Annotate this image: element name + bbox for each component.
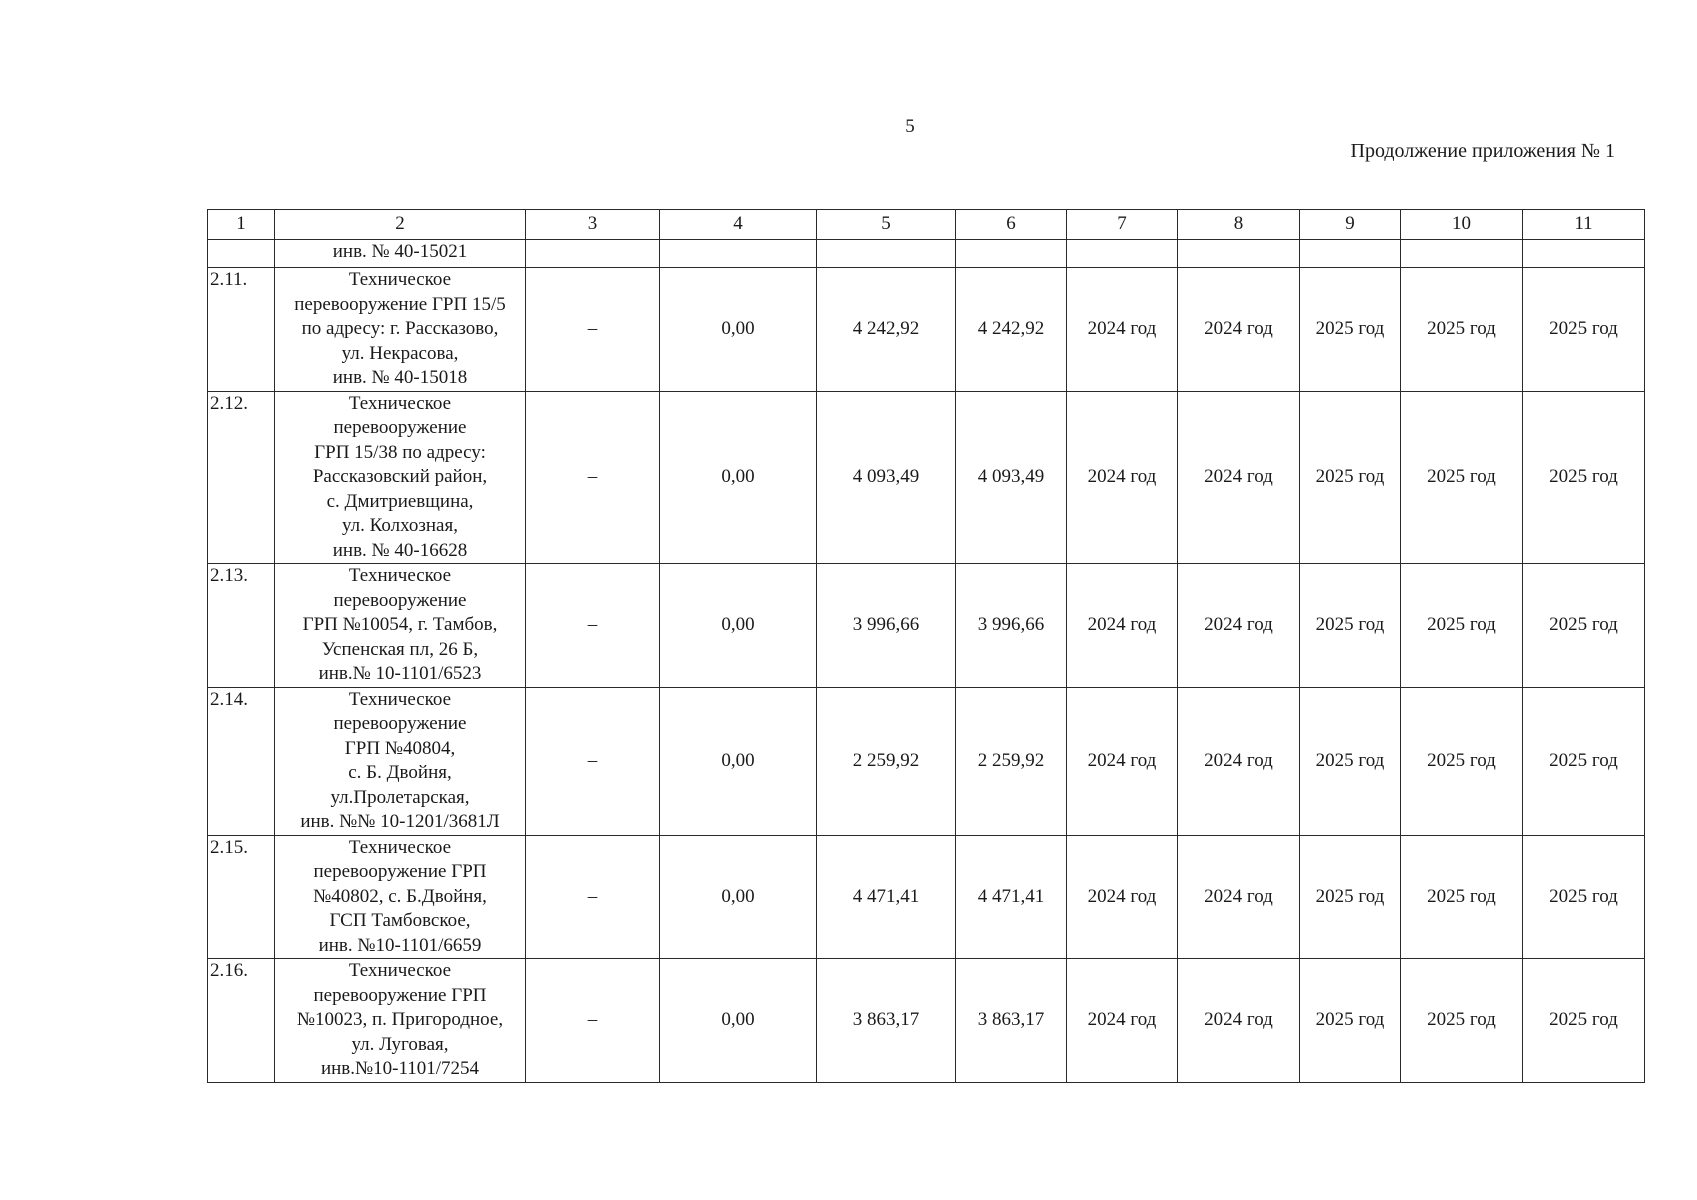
- table-cell: 0,00: [660, 268, 817, 392]
- table-cell: 2024 год: [1067, 391, 1178, 564]
- table-cell: –: [526, 391, 660, 564]
- table-cell: 2024 год: [1067, 268, 1178, 392]
- table-cell: [1178, 240, 1300, 268]
- table-cell: [1300, 240, 1401, 268]
- table-cell: 2024 год: [1178, 835, 1300, 959]
- table-cell: [526, 240, 660, 268]
- table-cell: 0,00: [660, 391, 817, 564]
- column-header: 8: [1178, 210, 1300, 240]
- column-header: 9: [1300, 210, 1401, 240]
- column-header: 7: [1067, 210, 1178, 240]
- table-cell: 4 471,41: [956, 835, 1067, 959]
- object-name-cell: Техническое перевооружение ГРП №10023, п. Пригородное, ул. Луговая, инв.№10-1101/7254: [275, 959, 526, 1083]
- object-name-cell: инв. № 40-15021: [275, 240, 526, 268]
- row-number: 2.13.: [208, 564, 275, 688]
- table-cell: 2025 год: [1401, 959, 1523, 1083]
- table-cell: 3 996,66: [817, 564, 956, 688]
- table-cell: 2024 год: [1178, 268, 1300, 392]
- column-header: 2: [275, 210, 526, 240]
- row-number: 2.15.: [208, 835, 275, 959]
- table-cell: 2025 год: [1401, 268, 1523, 392]
- table-cell: 2 259,92: [817, 687, 956, 835]
- header-row: [208, 210, 1645, 240]
- table-cell: 3 996,66: [956, 564, 1067, 688]
- column-header: 10: [1401, 210, 1523, 240]
- table-cell: 2025 год: [1523, 687, 1645, 835]
- table-cell: 2025 год: [1401, 564, 1523, 688]
- table-cell: 2025 год: [1523, 835, 1645, 959]
- table-cell: –: [526, 564, 660, 688]
- table-cell: 2025 год: [1300, 391, 1401, 564]
- table-cell: 2025 год: [1523, 959, 1645, 1083]
- table-cell: 0,00: [660, 564, 817, 688]
- table-cell: 2024 год: [1067, 687, 1178, 835]
- table-cell: [1401, 240, 1523, 268]
- table-cell: 0,00: [660, 959, 817, 1083]
- table-cell: 2025 год: [1300, 687, 1401, 835]
- table-body: [208, 240, 1645, 1083]
- table-header: [208, 210, 1645, 240]
- table-cell: 2024 год: [1067, 959, 1178, 1083]
- table-cell: 2024 год: [1178, 391, 1300, 564]
- table-row-continued: [208, 240, 1645, 268]
- table-cell: [208, 240, 275, 268]
- column-header: 1: [208, 210, 275, 240]
- table-cell: 2025 год: [1401, 391, 1523, 564]
- table-cell: [956, 240, 1067, 268]
- row-number: 2.11.: [208, 268, 275, 392]
- table-cell: 4 471,41: [817, 835, 956, 959]
- table-cell: 2025 год: [1300, 268, 1401, 392]
- table-cell: 0,00: [660, 687, 817, 835]
- table-cell: 2025 год: [1401, 687, 1523, 835]
- table-row: [208, 391, 1645, 564]
- table-cell: 4 242,92: [817, 268, 956, 392]
- table-cell: 2025 год: [1523, 391, 1645, 564]
- column-header: 6: [956, 210, 1067, 240]
- table-cell: 2025 год: [1300, 564, 1401, 688]
- table-cell: 2025 год: [1523, 268, 1645, 392]
- object-name-cell: Техническое перевооружение ГРП №40804, с. Б. Двойня, ул.Пролетарская, инв. №№ 10-1201/3681Л: [275, 687, 526, 835]
- table-cell: [817, 240, 956, 268]
- column-header: 3: [526, 210, 660, 240]
- table-cell: 3 863,17: [817, 959, 956, 1083]
- table-cell: 2025 год: [1401, 835, 1523, 959]
- row-number: 2.16.: [208, 959, 275, 1083]
- table-cell: 0,00: [660, 835, 817, 959]
- table-cell: [1523, 240, 1645, 268]
- row-number: 2.12.: [208, 391, 275, 564]
- table-cell: –: [526, 268, 660, 392]
- object-name-cell: Техническое перевооружение ГРП №10054, г. Тамбов, Успенская пл, 26 Б, инв.№ 10-1101/6523: [275, 564, 526, 688]
- table-cell: 3 863,17: [956, 959, 1067, 1083]
- table-cell: 2024 год: [1178, 959, 1300, 1083]
- table-row: [208, 564, 1645, 688]
- table-cell: 2 259,92: [956, 687, 1067, 835]
- table-cell: 2025 год: [1523, 564, 1645, 688]
- column-header: 5: [817, 210, 956, 240]
- table-cell: –: [526, 959, 660, 1083]
- table-cell: [1067, 240, 1178, 268]
- table-cell: 4 242,92: [956, 268, 1067, 392]
- table-row: [208, 835, 1645, 959]
- row-number: 2.14.: [208, 687, 275, 835]
- table-cell: –: [526, 835, 660, 959]
- page-number: 5: [905, 116, 915, 137]
- table-cell: –: [526, 687, 660, 835]
- table-cell: 2024 год: [1178, 687, 1300, 835]
- table-cell: [660, 240, 817, 268]
- table-cell: 2024 год: [1178, 564, 1300, 688]
- table-cell: 2025 год: [1300, 835, 1401, 959]
- table-row: [208, 687, 1645, 835]
- table-cell: 2024 год: [1067, 564, 1178, 688]
- table-cell: 2024 год: [1067, 835, 1178, 959]
- table-row: [208, 959, 1645, 1083]
- data-table: [207, 209, 1645, 1083]
- object-name-cell: Техническое перевооружение ГРП 15/5 по адресу: г. Рассказово, ул. Некрасова, инв. № 40-15018: [275, 268, 526, 392]
- table-cell: 2025 год: [1300, 959, 1401, 1083]
- continuation-label: Продолжение приложения № 1: [1350, 140, 1615, 162]
- table-cell: 4 093,49: [817, 391, 956, 564]
- column-header: 11: [1523, 210, 1645, 240]
- object-name-cell: Техническое перевооружение ГРП 15/38 по адресу: Рассказовский район, с. Дмитриевщина, ул. Колхозная, инв. № 40-16628: [275, 391, 526, 564]
- table-cell: 4 093,49: [956, 391, 1067, 564]
- column-header: 4: [660, 210, 817, 240]
- object-name-cell: Техническое перевооружение ГРП №40802, с. Б.Двойня, ГСП Тамбовское, инв. №10-1101/6659: [275, 835, 526, 959]
- table-row: [208, 268, 1645, 392]
